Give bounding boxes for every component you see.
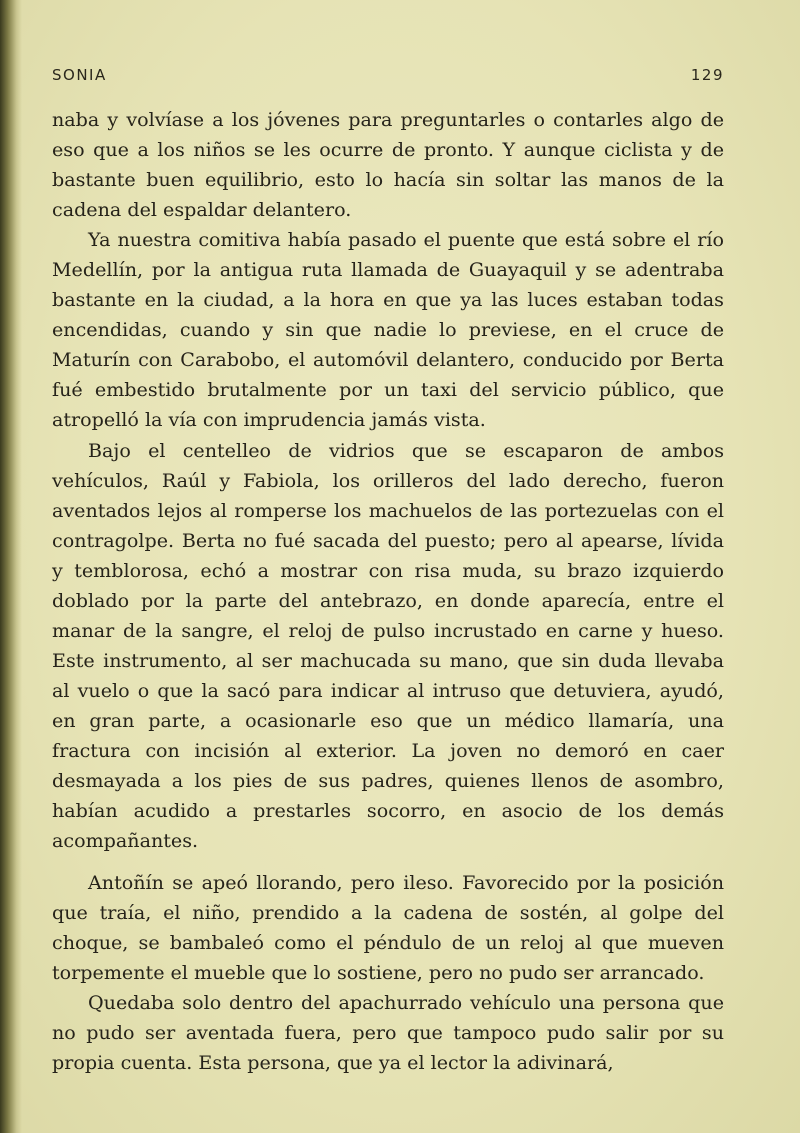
body-text: [52, 105, 724, 1079]
paragraph-antonin: Antoñín se apeó llorando, pero ileso. Favorecido por la posición que traía, el niño, prendido a la cadena de sostén, al golpe del choque, se bambaleó como el péndulo de un reloj al que mueven torpemente el mueble que lo sostiene, pero no pudo ser arrancado.: [52, 871, 724, 985]
paragraph-accident: Ya nuestra comitiva había pasado el puente que está sobre el río Medellín, por la antigua ruta llamada de Guayaquil y se adentraba bastante en la ciudad, a la hora en que ya las luces estaban todas encendidas, cuando y sin que nadie lo previese, en el cruce de Maturín con Carabobo, el automóvil delantero, conducido por Berta fué embestido brutalmente por un taxi del servicio público, que atropelló la vía con imprudencia jamás vista.: [52, 228, 724, 432]
paragraph-continuation: naba y volvíase a los jóvenes para preguntarles o contarles algo de eso que a los niños se les ocurre de pronto. Y aunque ciclista y de bastante buen equilibrio, esto lo hacía sin soltar las manos de la cadena del espaldar delantero.: [52, 108, 724, 222]
paragraph-injuries: Bajo el centelleo de vidrios que se escaparon de ambos vehículos, Raúl y Fabiola, los orilleros del lado derecho, fueron aventados lejos al romperse los machuelos de las portezuelas con el contragolpe. Berta no fué sacada del puesto; pero al apearse, lívida y temblorosa, echó a mostrar con risa muda, su brazo izquierdo doblado por la parte del antebrazo, en donde aparecía, entre el manar de la sangre, el reloj de pulso incrustado en carne y hueso. Este instrumento, al ser machucada su mano, que sin duda llevaba al vuelo o que la sacó para indicar al intruso que detuviera, ayudó, en gran parte, a ocasionarle eso que un médico llamaría, una fractura con incisión al exterior. La joven no demoró en caer desmayada a los pies de sus padres, quienes llenos de asombro, habían acudido a prestarles socorro, en asocio de los demás acompañantes.: [52, 438, 724, 853]
page-number: 129: [690, 66, 724, 84]
paragraph-trapped-person: Quedaba solo dentro del apachurrado vehículo una persona que no pudo ser aventada fuera, pero que tampoco pudo salir por su propia cuenta. Esta persona, que ya el lector la adivinará,: [52, 991, 724, 1075]
page-header: [52, 66, 724, 96]
page-spine-shadow: [0, 0, 22, 1133]
running-head: SONIA: [52, 66, 107, 84]
